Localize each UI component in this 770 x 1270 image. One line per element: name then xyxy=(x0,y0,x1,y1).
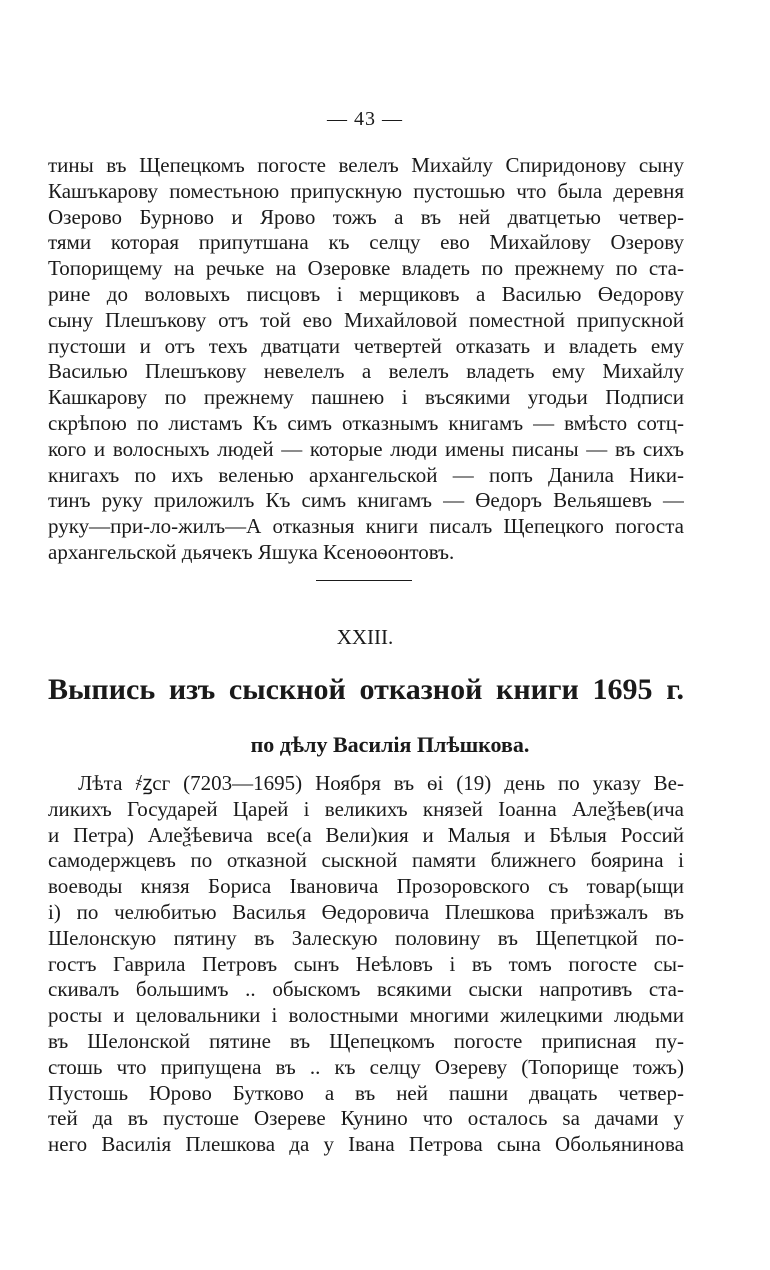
text-line: въ Шелонской пятине въ Щепецкомъ погосте приписная пу- xyxy=(48,1028,684,1053)
text-line: скрѣпою по листамъ Къ симъ отказнымъ книгамъ — вмѣсто сотц- xyxy=(48,410,684,435)
text-line: него Василія Плешкова да у Івана Петрова сына Обольянинова xyxy=(48,1132,684,1157)
paragraph-continuation xyxy=(48,153,684,566)
text-line: кого и волосныхъ людей — которые люди имены писаны — въ сихъ xyxy=(48,436,684,461)
text-line: і) по челюбитью Василья Өедоровича Плешкова приѣзжалъ въ xyxy=(48,899,684,924)
document-title: Выпись изъ сыскной отказной книги 1695 г. xyxy=(48,673,684,706)
text-line: и Петра) Алеѯѣевича все(а Вели)кия и Малыя и Бѣлыя Россий xyxy=(48,822,684,847)
document-subtitle: по дѣлу Василія Плѣшкова. xyxy=(250,732,530,757)
text-line: Шелонскую пятину въ Залескую половину въ Щепетцкой по- xyxy=(48,925,684,950)
text-line: ликихъ Государей Царей і великихъ князей Іоанна Алеѯѣев(ича xyxy=(48,796,684,821)
page-number: — 43 — xyxy=(327,108,403,130)
text-line: архангельской дьячекъ Яшука Ксеноѳонтовъ. xyxy=(48,539,455,564)
text-line: пустоши и отъ техъ дватцати четвертей отказать и владеть ему xyxy=(48,333,684,358)
text-line: Топорищему на речьке на Озеровке владеть по прежнему по ста- xyxy=(48,256,684,281)
paragraph-main xyxy=(48,771,684,1158)
text-line: рине до воловыхъ писцовъ і мерщиковъ а Василью Өедорову xyxy=(48,281,684,306)
text-line: самодержцевъ по отказной сыскной памяти ближнего боярина і xyxy=(48,848,684,873)
text-line: скивалъ большимъ .. обыскомъ всякими сыски напротивъ ста- xyxy=(48,977,684,1002)
text-line: росты и целовальники і волостными многими жилецкими людьми xyxy=(48,1003,684,1028)
text-line: Кашъкарову поместьною припускную пустошью что была деревня xyxy=(48,178,684,203)
text-line: книгахъ по ихъ веленью архангельской — попъ Данила Ники- xyxy=(48,462,684,487)
text-line: тинъ руку приложилъ Къ симъ книгамъ — Өедоръ Вельяшевъ — xyxy=(48,488,684,513)
text-line: Пустошь Юрово Бутково а въ ней пашни двацать четвер- xyxy=(48,1080,684,1105)
text-line: воеводы князя Бориса Івановича Прозоровского съ товар(ыщи xyxy=(48,874,684,899)
text-line: руку—при-ло-жилъ—А отказныя книги писалъ Щепецкого погоста xyxy=(48,514,684,539)
text-line: гостъ Гаврила Петровъ сынъ Неѣловъ і въ томъ погосте сы- xyxy=(48,951,684,976)
section-number: XXIII. xyxy=(336,625,394,649)
text-line: Лѣта ҂ꙁсг (7203—1695) Ноября въ ѳі (19) день по указу Ве- xyxy=(78,771,684,795)
text-line: тей да въ пустоше Озереве Кунино что осталось ѕа дачами у xyxy=(48,1106,684,1131)
text-line: сыну Плешъкову отъ той ево Михайловой поместной припускной xyxy=(48,307,684,332)
text-line: стошь что припущена въ .. къ селцу Озереву (Топорище тожъ) xyxy=(48,1054,684,1079)
text-line: Василью Плешъкову невелелъ а велелъ владеть ему Михайлу xyxy=(48,359,684,384)
text-line: Кашкарову по прежнему пашнею і въсякими угодьи Подписи xyxy=(48,385,684,410)
text-line: Озерово Бурново и Ярово тожъ а въ ней дватцетью четвер- xyxy=(48,204,684,229)
text-line: тины въ Щепецкомъ погосте велелъ Михайлу Спиридонову сыну xyxy=(48,153,684,177)
text-line: тями которая припутшана къ селцу ево Михайлову Озерову xyxy=(48,230,684,255)
section-divider xyxy=(316,580,412,581)
